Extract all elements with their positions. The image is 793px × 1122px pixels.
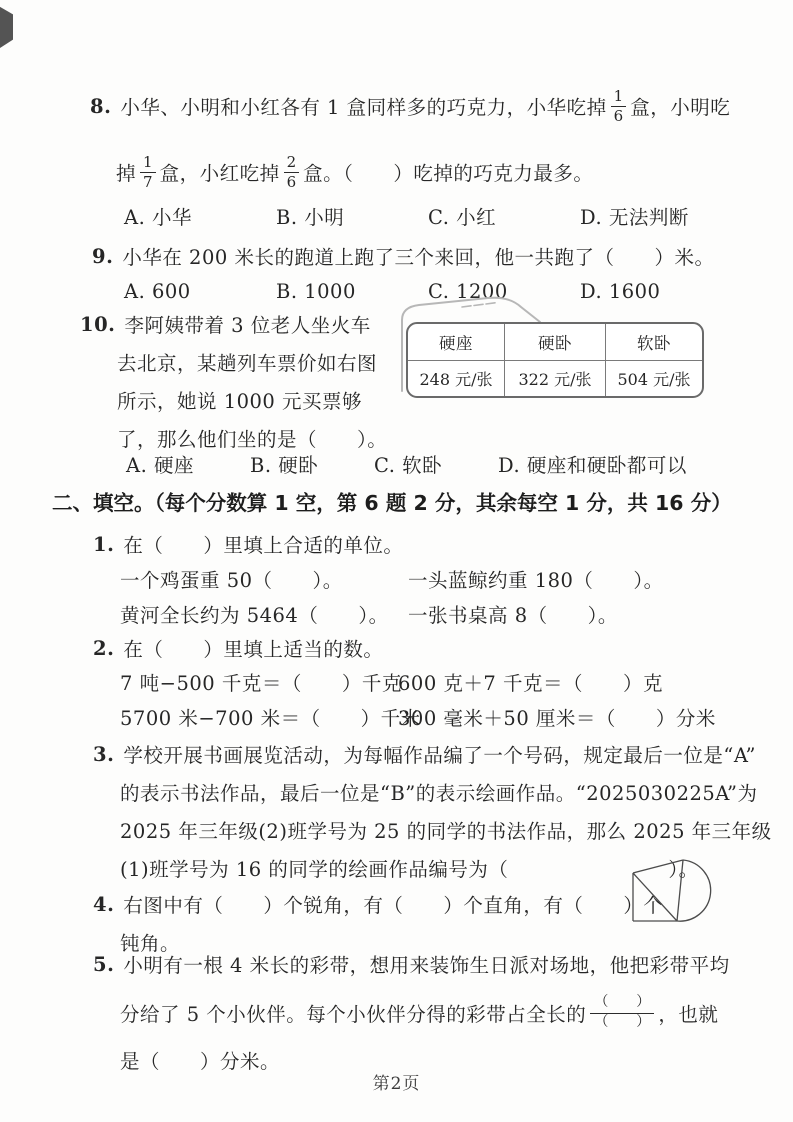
fill5-number: 5. — [93, 952, 115, 976]
fraction-blank: $\frac{( )}{( )}$ — [590, 995, 654, 1030]
fill4-line1 — [93, 890, 663, 918]
fill1-line3-right: 一张书桌高 8（ ）。 — [408, 604, 618, 627]
q10-option-d: D. 硬座和硬卧都可以 — [498, 454, 687, 477]
angles-figure-icon — [627, 856, 713, 928]
q9-text: 小华在 200 米长的跑道上跑了三个来回，他一共跑了（ ）米。 — [122, 246, 715, 269]
q8-text-1b: 盒，小明吃 — [630, 96, 731, 119]
fill1-line2-right: 一头蓝鲸约重 180（ ）。 — [408, 569, 664, 592]
fraction-one-sixth: $\frac{1}{6}$ — [611, 88, 627, 125]
q9-line — [92, 242, 714, 270]
fill1-line3-left: 黄河全长约为 5464（ ）。 — [120, 604, 389, 627]
page-number: 第2页 — [372, 1074, 421, 1094]
fill2-line1 — [93, 634, 383, 662]
fill5-text-2a: 分给了 5 个小伙伴。每个小伙伴分得的彩带占全长的 — [120, 1003, 587, 1026]
fill2-line3-left: 5700 米−700 米＝（ ）千米 — [120, 707, 421, 730]
fill3-line4: (1)班学号为 16 的同学的绘画作品编号为（ ）。 — [120, 858, 699, 881]
seat-table-price-cell: 322 元/张 — [505, 361, 606, 396]
q9-option-c: C. 1200 — [428, 280, 508, 303]
q8-text-1a: 小华、小明和小红各有 1 盒同样多的巧克力，小华吃掉 — [120, 96, 607, 119]
q8-text-2c: 盒。（ ）吃掉的巧克力最多。 — [303, 162, 594, 185]
q8-option-a: A. 小华 — [124, 206, 192, 229]
fill1-line2-left: 一个鸡蛋重 50（ ）。 — [120, 569, 343, 592]
q10-option-a: A. 硬座 — [126, 454, 194, 477]
q10-number: 10. — [80, 312, 116, 336]
fill3-number: 3. — [93, 742, 115, 766]
fill4-text-1: 右图中有（ ）个锐角，有（ ）个直角，有（ ）个 — [123, 894, 664, 917]
q10-option-c: C. 软卧 — [374, 454, 443, 477]
q8-text-2a: 掉 — [116, 162, 137, 185]
q9-option-a: A. 600 — [124, 280, 191, 303]
seat-table-price-cell: 504 元/张 — [617, 370, 691, 389]
seat-table-price-cell: 248 元/张 — [408, 361, 505, 396]
section2-title: 二、填空。（每个分数算 1 空，第 6 题 2 分，其余每空 1 分，共 16 分） — [52, 491, 732, 515]
q8-text-2b: 盒，小红吃掉 — [159, 162, 280, 185]
ticket-price-table — [406, 322, 704, 398]
q10-line2: 去北京，某趟列车票价如右图 — [117, 352, 378, 375]
q9-option-d: D. 1600 — [580, 280, 661, 303]
fill4-number: 4. — [93, 892, 115, 916]
fill5-line3: 是（ ）分米。 — [120, 1050, 281, 1073]
seat-table-header-cell: 硬座 — [408, 324, 505, 361]
fill2-line2-left: 7 吨−500 千克＝（ ）千克 — [120, 672, 402, 695]
q10-text-1: 李阿姨带着 3 位老人坐火车 — [124, 314, 371, 337]
fill2-number: 2. — [93, 636, 115, 660]
fill3-line1 — [93, 740, 756, 768]
q10-options — [126, 450, 687, 478]
fraction-one-seventh: $\frac{1}{7}$ — [140, 154, 156, 191]
fill1-text: 在（ ）里填上合适的单位。 — [123, 534, 404, 557]
q8-option-b: B. 小明 — [276, 206, 345, 229]
q10-line3: 所示，她说 1000 元买票够 — [117, 390, 363, 413]
fill3-line2: 的表示书法作品，最后一位是“B”的表示绘画作品。“2025030225A”为 — [120, 782, 758, 805]
q9-number: 9. — [92, 244, 114, 268]
fill2-line3-right: 300 毫米＋50 厘米＝（ ）分米 — [398, 707, 716, 730]
fill3-line3: 2025 年三年级(2)班学号为 25 的同学的书法作品，那么 2025 年三年级 — [120, 820, 772, 843]
fill1-number: 1. — [93, 532, 115, 556]
q8-options — [124, 202, 689, 230]
fill5-text-1: 小明有一根 4 米长的彩带，想用来装饰生日派对场地，他把彩带平均 — [123, 954, 730, 977]
q8-number: 8. — [90, 94, 112, 118]
fill5-line1 — [93, 950, 730, 978]
q10-line1 — [80, 310, 371, 338]
seat-table-header-cell: 软卧 — [606, 324, 702, 361]
fill5-line2 — [120, 984, 718, 1042]
fill1-line1 — [93, 530, 403, 558]
q8-line1 — [90, 80, 730, 132]
fill5-text-2b: ，也就 — [658, 1003, 719, 1026]
fill4-line2: 钝角。 — [120, 932, 181, 955]
q8-option-c: C. 小红 — [428, 206, 497, 229]
q8-option-d: D. 无法判断 — [580, 206, 689, 229]
fraction-two-sixths: $\frac{2}{6}$ — [284, 154, 300, 191]
scan-artifact — [0, 6, 13, 48]
q10-option-b: B. 硬卧 — [250, 454, 319, 477]
seat-table-header-cell: 硬卧 — [505, 324, 606, 361]
q8-line2 — [116, 146, 593, 198]
fill2-text: 在（ ）里填上适当的数。 — [123, 638, 384, 661]
fill2-line2-right: 600 克＋7 千克＝（ ）克 — [398, 672, 664, 695]
q10-line4: 了，那么他们坐的是（ ）。 — [117, 428, 388, 451]
fill3-text-1: 学校开展书画展览活动，为每幅作品编了一个号码，规定最后一位是“A” — [123, 744, 757, 767]
q9-option-b: B. 1000 — [276, 280, 356, 303]
